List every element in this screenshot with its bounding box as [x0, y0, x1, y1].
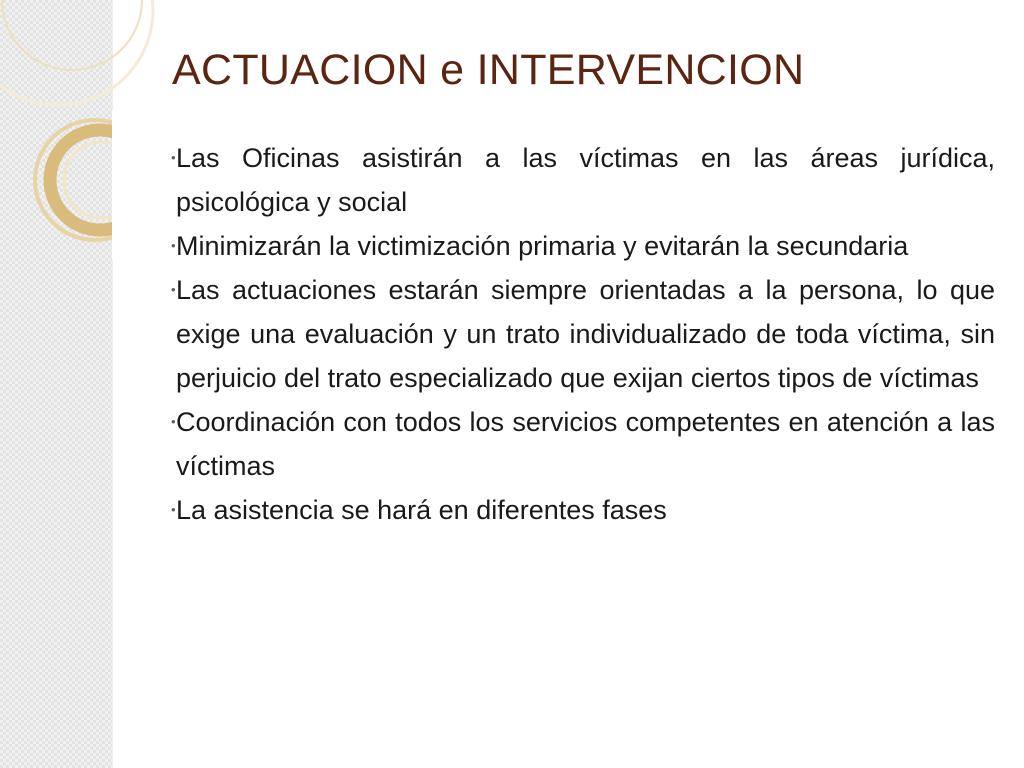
bullet-list: [171, 136, 995, 532]
bullet-item-2: [171, 224, 995, 268]
bullet-marker: •: [171, 282, 176, 297]
bullet-text: Las Oficinas asistirán a las víctimas en las áreas jurídica, psicológica y social: [176, 143, 995, 217]
slide-title: ACTUACION e INTERVENCION: [172, 46, 805, 94]
decorative-ring-top-outer: [0, 0, 153, 105]
bullet-item-4: [171, 400, 995, 488]
bullet-marker: •: [171, 238, 176, 253]
decorative-ring-top-inner: [2, 0, 142, 70]
bullet-marker: •: [171, 502, 176, 517]
bullet-item-3: [171, 268, 995, 400]
bullet-item-5: [171, 488, 995, 532]
bullet-marker: •: [171, 150, 176, 165]
bullet-text: Minimizarán la victimización primaria y evitarán la secundaria: [176, 231, 909, 261]
bullet-marker: •: [171, 414, 176, 429]
bullet-text: La asistencia se hará en diferentes fases: [176, 495, 667, 525]
bullet-item-1: [171, 136, 995, 224]
bullet-text: Las actuaciones estarán siempre orientadas a la persona, lo que exige una evaluación y un trato individualizado de toda víctima, sin perjuicio del trato especializado que exijan ciertos tipos de víctimas: [176, 275, 995, 393]
bullet-text: Coordinación con todos los servicios competentes en atención a las víctimas: [176, 407, 995, 481]
